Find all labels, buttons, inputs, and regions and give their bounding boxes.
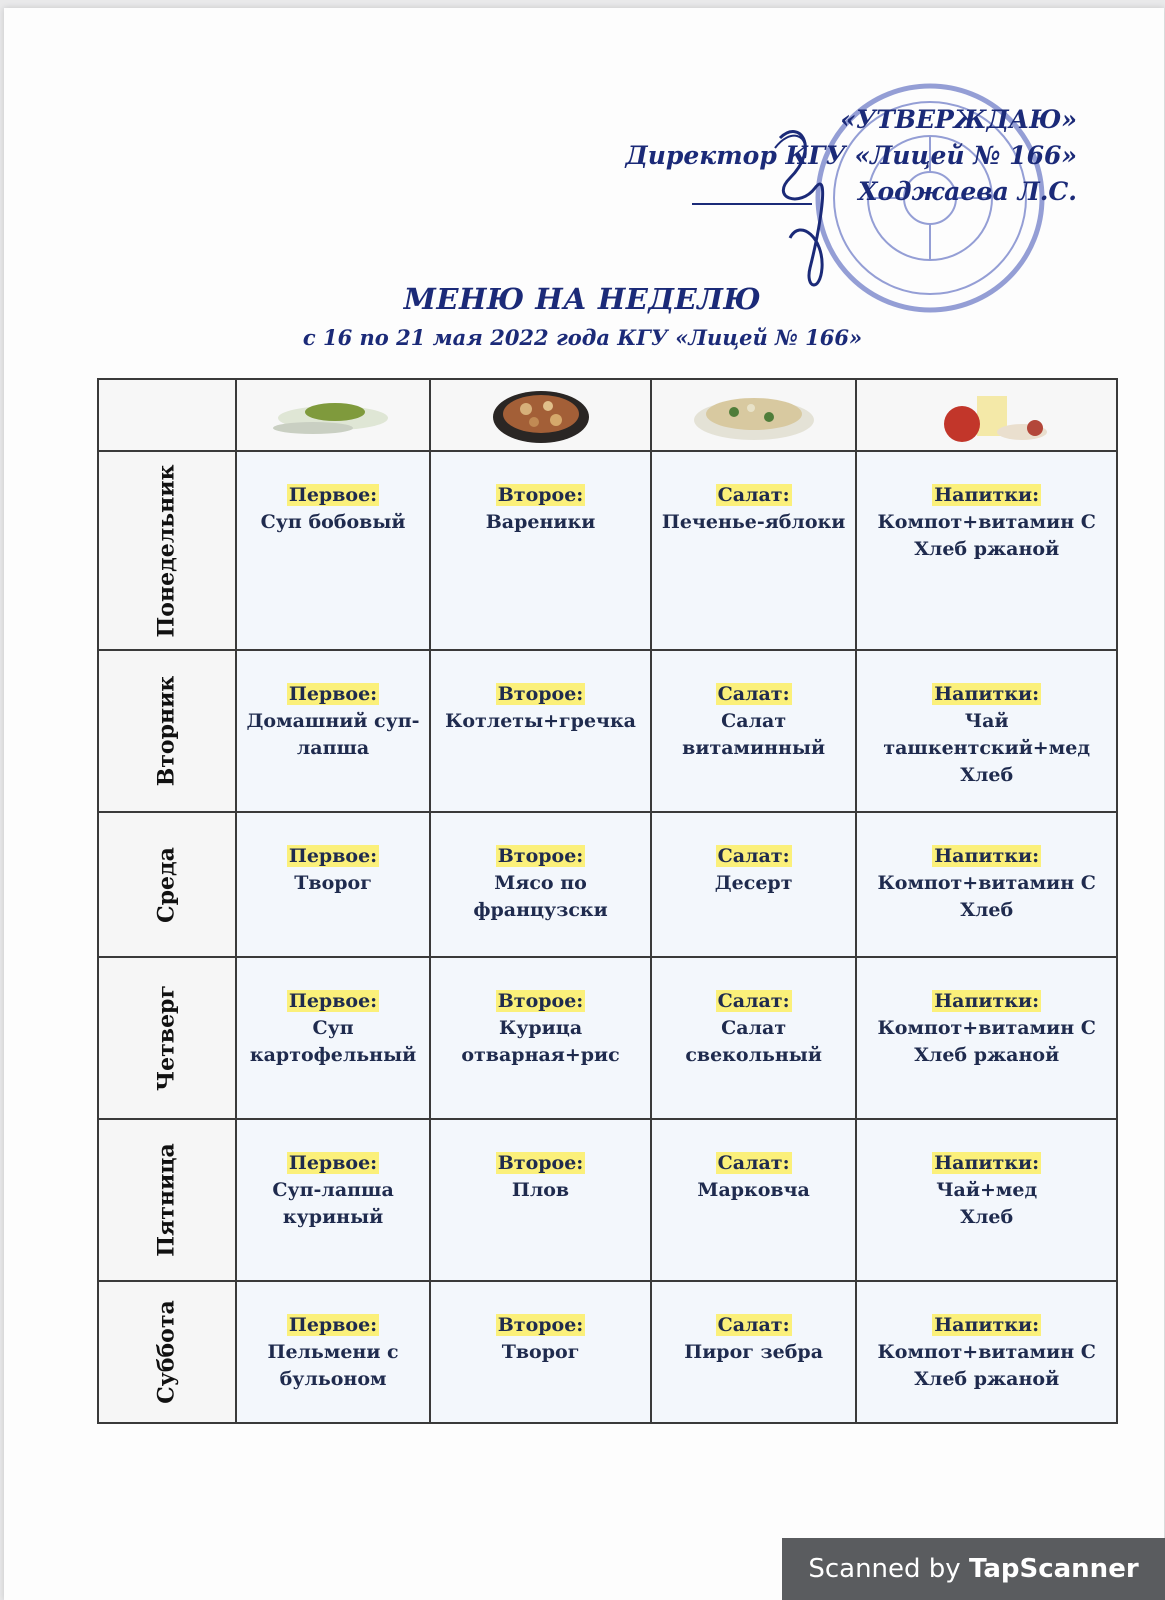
menu-cell-second [430, 650, 651, 812]
course-label: Напитки: [934, 683, 1040, 705]
course-label: Напитки: [934, 990, 1040, 1012]
menu-cell-salad [651, 957, 856, 1119]
menu-cell-first [236, 957, 430, 1119]
menu-cell-drinks [856, 1119, 1117, 1281]
menu-cell-first [236, 650, 430, 812]
course-label: Напитки: [934, 1152, 1040, 1174]
dish-name: Салат витаминный [682, 710, 826, 759]
scanner-watermark [782, 1538, 1165, 1600]
menu-cell-second [430, 1281, 651, 1423]
soup-bowl-icon [273, 390, 393, 440]
table-row [98, 1119, 1117, 1281]
day-cell [98, 812, 236, 957]
course-label: Первое: [288, 1314, 378, 1336]
day-name: Четверг [153, 985, 180, 1091]
day-cell [98, 1119, 236, 1281]
dish-name: Курица отварная+рис [461, 1017, 620, 1066]
menu-cell-drinks [856, 1281, 1117, 1423]
table-row [98, 650, 1117, 812]
dish-name: Котлеты+гречка [445, 710, 636, 732]
dish-name: Марковча [697, 1179, 810, 1201]
day-name: Пятница [153, 1143, 180, 1257]
dish-name: Суп картофельный [249, 1017, 417, 1066]
menu-cell-first [236, 451, 430, 650]
dish-name: Компот+витамин С Хлеб [877, 872, 1096, 921]
course-label: Первое: [288, 845, 378, 867]
course-label: Второе: [497, 845, 584, 867]
course-label: Первое: [288, 1152, 378, 1174]
approval-heading: «УТВЕРЖДАЮ» [840, 105, 1077, 134]
dish-name: Компот+витамин С Хлеб ржаной [877, 1017, 1096, 1066]
dish-name: Чай+мед Хлеб [936, 1179, 1038, 1228]
table-row [98, 957, 1117, 1119]
menu-cell-first [236, 1119, 430, 1281]
course-label: Второе: [497, 990, 584, 1012]
menu-cell-salad [651, 812, 856, 957]
menu-cell-first [236, 812, 430, 957]
watermark-brand: TapScanner [968, 1554, 1139, 1584]
day-name: Понедельник [153, 464, 180, 637]
dish-name: Мясо по французски [473, 872, 608, 921]
menu-cell-salad [651, 1119, 856, 1281]
approval-name: Ходжаева Л.С. [858, 177, 1077, 206]
course-label: Первое: [288, 484, 378, 506]
table-row [98, 1281, 1117, 1423]
menu-cell-second [430, 451, 651, 650]
table-row [98, 451, 1117, 650]
dish-name: Чай ташкентский+мед Хлеб [883, 710, 1090, 786]
day-cell [98, 650, 236, 812]
day-name: Вторник [153, 675, 180, 787]
dish-name: Компот+витамин С Хлеб ржаной [877, 1341, 1096, 1390]
day-cell [98, 957, 236, 1119]
dish-name: Суп бобовый [260, 511, 406, 533]
approval-block [626, 102, 1077, 210]
dish-name: Пирог зебра [684, 1341, 823, 1363]
table-header-row [98, 379, 1117, 451]
page-title: МЕНЮ НА НЕДЕЛЮ [403, 282, 762, 316]
course-label: Напитки: [934, 484, 1040, 506]
day-name: Среда [153, 846, 180, 923]
menu-cell-first [236, 1281, 430, 1423]
course-label: Второе: [497, 1314, 584, 1336]
dish-name: Пельмени с бульоном [267, 1341, 399, 1390]
menu-cell-drinks [856, 812, 1117, 957]
course-label: Второе: [497, 1152, 584, 1174]
fried-dish-icon [486, 384, 596, 446]
dish-name: Вареники [485, 511, 596, 533]
watermark-prefix: Scanned by [808, 1554, 969, 1584]
salad-plate-icon [689, 384, 819, 446]
header-first-course [236, 379, 430, 451]
corner-cell [98, 379, 236, 451]
course-label: Салат: [717, 683, 790, 705]
dish-name: Десерт [714, 872, 793, 894]
header-drinks [856, 379, 1117, 451]
course-label: Первое: [288, 683, 378, 705]
menu-cell-second [430, 1119, 651, 1281]
drinks-fruit-icon [917, 384, 1057, 446]
header-salad [651, 379, 856, 451]
dish-name: Печенье-яблоки [661, 511, 846, 533]
dish-name: Салат свекольный [685, 1017, 822, 1066]
menu-cell-drinks [856, 650, 1117, 812]
course-label: Салат: [717, 845, 790, 867]
table-row [98, 812, 1117, 957]
course-label: Второе: [497, 484, 584, 506]
weekly-menu-table [97, 378, 1118, 1424]
course-label: Салат: [717, 990, 790, 1012]
approval-position: Директор КГУ «Лицей № 166» [625, 141, 1077, 170]
day-cell [98, 451, 236, 650]
signature-line [692, 203, 812, 205]
menu-cell-salad [651, 451, 856, 650]
dish-name: Домашний суп- лапша [246, 710, 420, 759]
course-label: Салат: [717, 484, 790, 506]
menu-cell-salad [651, 1281, 856, 1423]
course-label: Второе: [497, 683, 584, 705]
day-cell [98, 1281, 236, 1423]
day-name: Суббота [153, 1300, 180, 1404]
menu-cell-drinks [856, 451, 1117, 650]
dish-name: Плов [511, 1179, 570, 1201]
course-label: Салат: [717, 1152, 790, 1174]
dish-name: Компот+витамин С Хлеб ржаной [877, 511, 1096, 560]
menu-cell-second [430, 812, 651, 957]
menu-cell-drinks [856, 957, 1117, 1119]
course-label: Напитки: [934, 845, 1040, 867]
course-label: Напитки: [934, 1314, 1040, 1336]
dish-name: Творог [294, 872, 372, 894]
page-subtitle: с 16 по 21 мая 2022 года КГУ «Лицей № 166» [302, 325, 863, 350]
menu-cell-second [430, 957, 651, 1119]
menu-cell-salad [651, 650, 856, 812]
dish-name: Суп-лапша куриный [272, 1179, 394, 1228]
header-second-course [430, 379, 651, 451]
dish-name: Творог [501, 1341, 580, 1363]
course-label: Салат: [717, 1314, 790, 1336]
course-label: Первое: [288, 990, 378, 1012]
